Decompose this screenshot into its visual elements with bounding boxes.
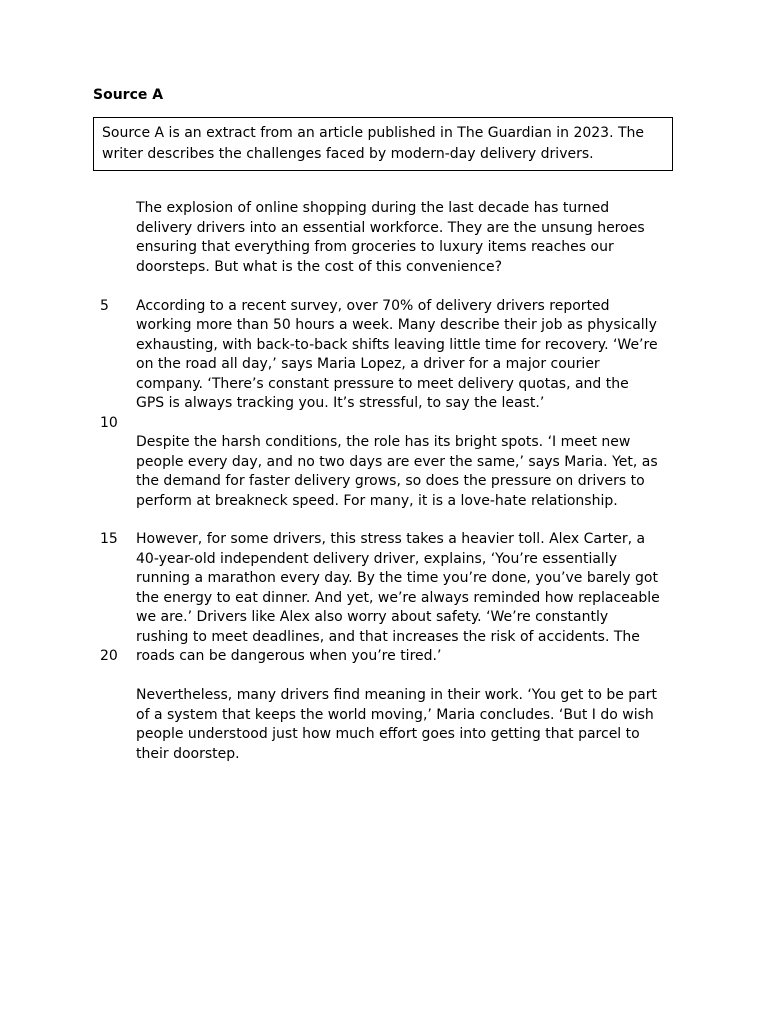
line-number: 5 — [100, 297, 109, 314]
article-line: running a marathon every day. By the time you’re done, you’ve barely got — [136, 570, 658, 586]
article-line: Despite the harsh conditions, the role has its bright spots. ‘I meet new — [136, 434, 631, 450]
article-line: on the road all day,’ says Maria Lopez, a driver for a major courier — [136, 356, 600, 372]
article-line: of a system that keeps the world moving,’ Maria concludes. ‘But I do wish — [136, 706, 654, 723]
article-line: 40-year-old independent delivery driver, explains, ‘You’re essentially — [136, 550, 617, 567]
source-heading: Source A — [93, 87, 164, 103]
intro-line: writer describes the challenges faced by modern-day delivery drivers. — [102, 146, 594, 162]
article-line: the energy to eat dinner. And yet, we’re always reminded how replaceable — [136, 589, 660, 606]
article-line: However, for some drivers, this stress takes a heavier toll. Alex Carter, a — [136, 531, 646, 547]
article-line: delivery drivers into an essential workforce. They are the unsung heroes — [136, 219, 645, 236]
article-line: roads can be dangerous when you’re tired.’ — [136, 648, 442, 664]
article-line: we are.’ Drivers like Alex also worry about safety. ‘We’re constantly — [136, 609, 609, 625]
article-line: perform at breakneck speed. For many, it is a love-hate relationship. — [136, 492, 618, 509]
article-line: company. ‘There’s constant pressure to meet delivery quotas, and the — [136, 375, 629, 392]
article-line: GPS is always tracking you. It’s stressful, to say the least.’ — [136, 395, 545, 411]
article-line: The explosion of online shopping during the last decade has turned — [136, 200, 610, 216]
article-line: rushing to meet deadlines, and that increases the risk of accidents. The — [136, 628, 640, 645]
article-line: people every day, and no two days are ever the same,’ says Maria. Yet, as — [136, 453, 658, 470]
article-line: their doorstep. — [136, 745, 240, 762]
intro-line: Source A is an extract from an article published in The Guardian in 2023. The — [102, 125, 645, 141]
line-number: 20 — [100, 648, 118, 664]
article-line: exhausting, with back-to-back shifts leaving little time for recovery. ‘We’re — [136, 336, 658, 353]
article-line: working more than 50 hours a week. Many describe their job as physically — [136, 317, 657, 333]
article-line: ensuring that everything from groceries to luxury items reaches our — [136, 239, 614, 255]
line-number: 15 — [100, 531, 118, 547]
article-line: the demand for faster delivery grows, so does the pressure on drivers to — [136, 473, 645, 489]
article-line: doorsteps. But what is the cost of this convenience? — [136, 258, 503, 275]
article-line: Nevertheless, many drivers find meaning in their work. ‘You get to be part — [136, 687, 657, 703]
source-intro-box — [93, 117, 673, 171]
article-line: people understood just how much effort goes into getting that parcel to — [136, 726, 640, 742]
article-line: According to a recent survey, over 70% of delivery drivers reported — [136, 297, 610, 314]
line-number: 10 — [100, 414, 118, 431]
